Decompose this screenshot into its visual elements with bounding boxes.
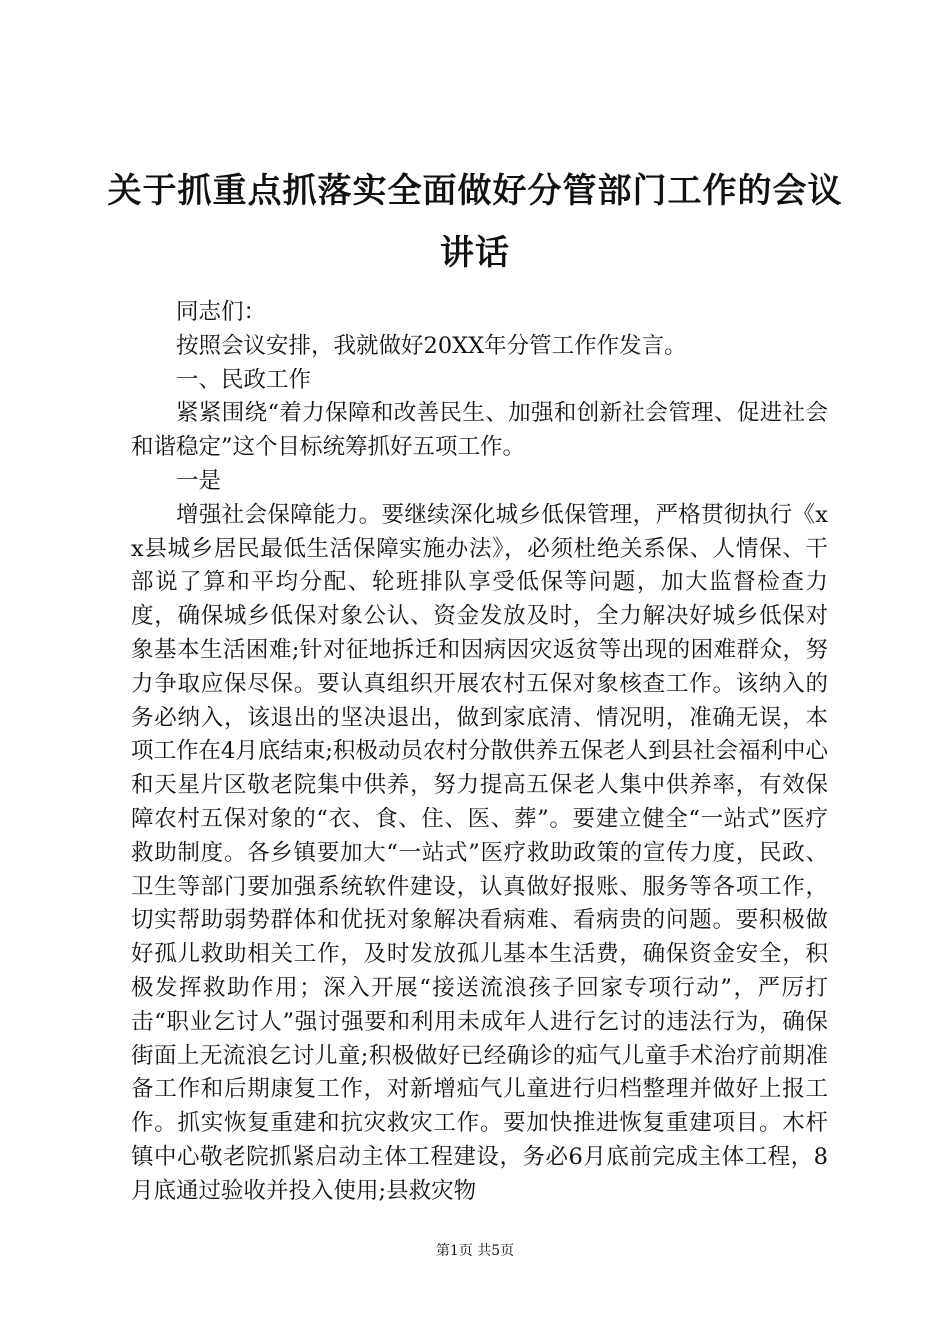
item-body-paragraph: 增强社会保障能力。要继续深化城乡低保管理，严格贯彻执行《xx县城乡居民最低生活保障实施办法》，必须杜绝关系保、人情保、干部说了算和平均分配、轮班排队享受低保等问题，加大监督检查力度，确保城乡低保对象公认、资金发放及时，全力解决好城乡低保对象基本生活困难;针对征地拆迁和因病因灾返贫等出现的困难群众，努力争取应保尽保。要认真组织开展农村五保对象核查工作。该纳入的务必纳入，该退出的坚决退出，做到家底清、情况明，准确无误，本项工作在4月底结束;积极动员农村分散供养五保老人到县社会福利中心和天星片区敬老院集中供养，努力提高五保老人集中供养率，有效保障农村五保对象的“衣、食、住、医、葬”。要建立健全“一站式”医疗救助制度。各乡镇要加大“一站式”医疗救助政策的宣传力度，民政、卫生等部门要加强系统软件建设，认真做好报账、服务等各项工作，切实帮助弱势群体和优抚对象解决看病难、看病贵的问题。要积极做好孤儿救助相关工作，及时发放孤儿基本生活费，确保资金安全，积极发挥救助作用；深入开展“接送流浪孩子回家专项行动”，严厉打击“职业乞讨人”强讨强要和利用未成年人进行乞讨的违法行为，确保街面上无流浪乞讨儿童;积极做好已经确诊的疝气儿童手术治疗前期准备工作和后期康复工作，对新增疝气儿童进行归档整理并做好上报工作。抓实恢复重建和抗灾救灾工作。要加快推进恢复重建项目。木杆镇中心敬老院抓紧启动主体工程建设，务必6月底前完成主体工程，8月底通过验收并投入使用;县救灾物 (131, 501, 828, 1204)
item-label: 一是 (176, 467, 222, 494)
page-footer: 第1页 共5页 (435, 1243, 515, 1259)
salutation: 同志们： (176, 299, 267, 325)
document-body (131, 296, 828, 1209)
section-summary-paragraph: 紧紧围绕“着力保障和改善民生、加强和创新社会管理、促进社会和谐稳定”这个目标统筹抓好五项工作。 (131, 400, 828, 461)
document-title: 关于抓重点抓落实全面做好分管部门工作的会议讲话 (107, 171, 843, 273)
section-heading: 一、民政工作 (176, 366, 312, 393)
intro-paragraph: 按照会议安排，我就做好20XX年分管工作作发言。 (176, 332, 687, 359)
